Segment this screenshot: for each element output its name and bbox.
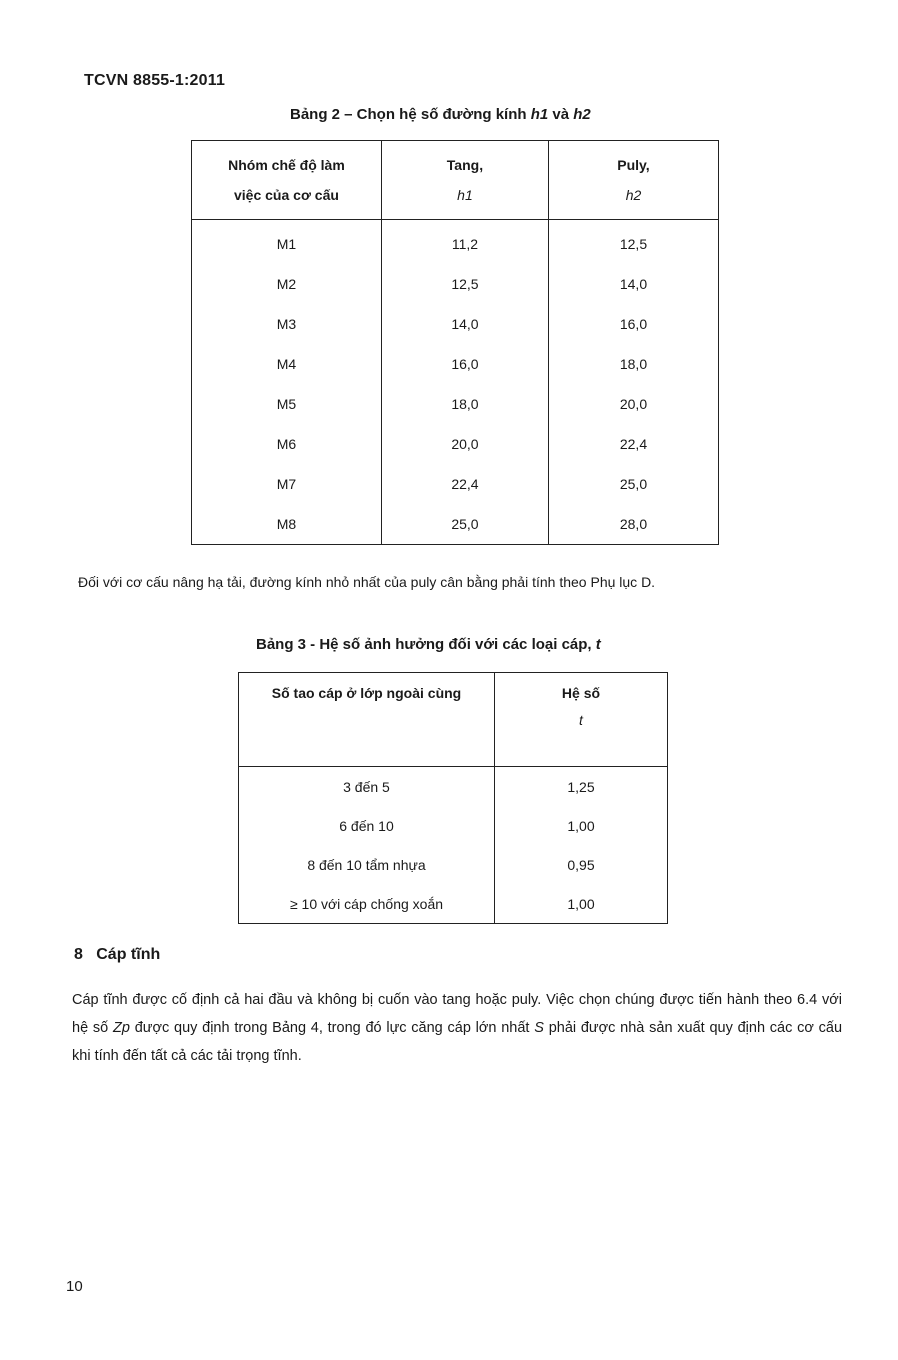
section-body-part3: phải được nhà sản xuất quy định các cơ cấu khi tính đến tất cả các tải trọng tĩnh. <box>72 1020 843 1064</box>
section-title: Cáp tĩnh <box>96 946 161 963</box>
table2-cell-puly: 16,0 <box>548 304 718 344</box>
table-row <box>192 424 719 464</box>
table2-header-puly-symbol: h2 <box>625 187 642 203</box>
table2-cell-tang: 25,0 <box>381 504 548 545</box>
table3-cell-coef: 1,00 <box>494 806 667 845</box>
table2-cell-tang: 20,0 <box>381 424 548 464</box>
table3-cell-strands: 3 đến 5 <box>239 767 495 807</box>
table3-cell-strands: 6 đến 10 <box>239 806 495 845</box>
table-row <box>239 884 668 924</box>
table2-caption-h1: h1 <box>530 106 549 123</box>
table2-cell-group: M1 <box>192 220 382 265</box>
section-body-symbol-zp: Zp <box>113 1020 130 1036</box>
table2-cell-tang: 16,0 <box>381 344 548 384</box>
table3-header-coef-symbol: t <box>579 712 583 728</box>
section-heading <box>74 946 160 964</box>
table-row <box>192 344 719 384</box>
section-body-symbol-s: S <box>534 1020 544 1036</box>
section-number: 8 <box>74 946 83 963</box>
table2-cell-puly: 25,0 <box>548 464 718 504</box>
table2-caption-h2: h2 <box>573 106 591 123</box>
section-body-part1: Cáp tĩnh được cố định cả hai đầu và không bị cuốn vào tang hoặc puly. Việc chọn chúng được tiến hành theo 6.4 với hệ số <box>72 992 842 1036</box>
table2-cell-group: M6 <box>192 424 382 464</box>
table2-cell-tang: 22,4 <box>381 464 548 504</box>
table2-cell-tang: 18,0 <box>381 384 548 424</box>
table3-header-coef-label: Hệ số <box>561 685 601 701</box>
table-row <box>239 845 668 884</box>
table2-caption <box>290 106 591 123</box>
table-row <box>192 504 719 545</box>
table3 <box>238 672 668 924</box>
table2-caption-and: và <box>552 106 570 123</box>
table2-header-tang-line1: Tang, <box>446 157 484 173</box>
table2-caption-text: Bảng 2 – Chọn hệ số đường kính <box>290 106 527 123</box>
table2-cell-group: M5 <box>192 384 382 424</box>
section-body <box>72 986 842 1070</box>
table2-header-tang <box>381 141 548 220</box>
table2-cell-puly: 18,0 <box>548 344 718 384</box>
table2-cell-group: M7 <box>192 464 382 504</box>
table-row <box>192 384 719 424</box>
table2-cell-group: M4 <box>192 344 382 384</box>
table3-cell-coef: 1,00 <box>494 884 667 924</box>
table2-cell-group: M2 <box>192 264 382 304</box>
table3-cell-strands: 8 đến 10 tẩm nhựa <box>239 845 495 884</box>
table-row <box>239 806 668 845</box>
document-id: TCVN 8855-1:2011 <box>84 72 226 89</box>
table3-caption-symbol: t <box>595 636 601 653</box>
table2-header-group-line2: việc của cơ cấu <box>234 187 339 203</box>
table2-cell-group: M3 <box>192 304 382 344</box>
table3-cell-coef: 0,95 <box>494 845 667 884</box>
table2-note: Đối với cơ cấu nâng hạ tải, đường kính nhỏ nhất của puly cân bằng phải tính theo Phụ lục D. <box>78 574 656 590</box>
table2-cell-puly: 22,4 <box>548 424 718 464</box>
table2-cell-puly: 12,5 <box>548 220 718 265</box>
table3-header-row <box>239 673 668 767</box>
table2-header-puly <box>548 141 718 220</box>
table2-header-group-line1: Nhóm chế độ làm <box>228 157 345 173</box>
table-row <box>192 220 719 265</box>
table3-header-strands-label: Số tao cáp ở lớp ngoài cùng <box>271 685 462 701</box>
table2-cell-group: M8 <box>192 504 382 545</box>
table3-header-coef <box>494 673 667 767</box>
table2-cell-tang: 12,5 <box>381 264 548 304</box>
table3-cell-coef: 1,25 <box>494 767 667 807</box>
section-body-part2: được quy định trong Bảng 4, trong đó lực căng cáp lớn nhất <box>134 1020 530 1036</box>
table3-header-strands <box>239 673 495 767</box>
table2-cell-tang: 11,2 <box>381 220 548 265</box>
table3-caption <box>256 636 601 653</box>
table2-header-row <box>192 141 719 220</box>
table-row <box>192 264 719 304</box>
table-row <box>192 464 719 504</box>
table-row <box>239 767 668 807</box>
page-number: 10 <box>66 1278 83 1295</box>
table2-body <box>192 220 719 545</box>
table3-caption-text: Bảng 3 - Hệ số ảnh hưởng đối với các loại cáp, <box>256 636 592 653</box>
table2-cell-puly: 14,0 <box>548 264 718 304</box>
table2-cell-tang: 14,0 <box>381 304 548 344</box>
table3-body <box>239 767 668 924</box>
table2-header-group <box>192 141 382 220</box>
table2-cell-puly: 28,0 <box>548 504 718 545</box>
table2 <box>191 140 719 545</box>
table-row <box>192 304 719 344</box>
table3-cell-strands: ≥ 10 với cáp chống xoắn <box>239 884 495 924</box>
table2-header-puly-line1: Puly, <box>617 157 650 173</box>
table2-header-tang-symbol: h1 <box>457 187 473 203</box>
table2-cell-puly: 20,0 <box>548 384 718 424</box>
